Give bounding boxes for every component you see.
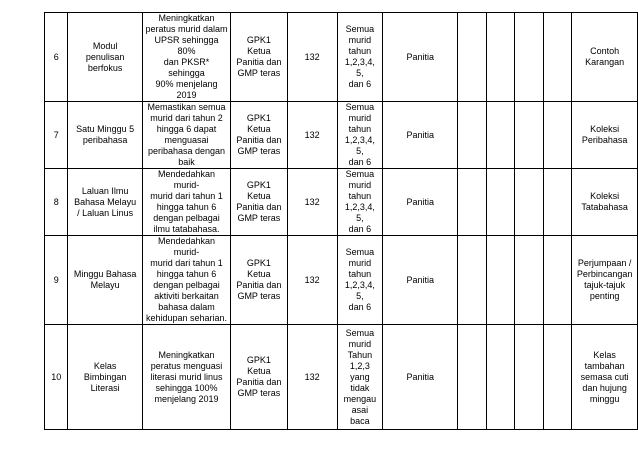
cell-target xyxy=(337,102,382,169)
cell-target xyxy=(337,236,382,325)
cell-objective-line: Meningkatkan xyxy=(158,349,215,360)
cell-target-line: dan 6 xyxy=(348,224,372,234)
cell-count: 132 xyxy=(287,325,337,430)
cell-remark-line: penting xyxy=(589,291,620,301)
cell-remark-line: semasa cuti xyxy=(580,371,629,382)
cell-objective-line: kehidupan seharian. xyxy=(145,313,228,323)
cell-target-line: 5, xyxy=(356,146,364,156)
cell-program-line: Minggu Bahasa xyxy=(73,269,137,279)
cell-program-line: Laluan Ilmu xyxy=(81,185,129,196)
cell-objective-line: sehingga 100% xyxy=(155,382,218,393)
cell-program-line: Modul xyxy=(92,40,118,51)
cell-empty xyxy=(458,102,486,169)
cell-person-in-charge-line: GMP teras xyxy=(237,68,281,78)
cell-program xyxy=(68,13,142,102)
cell-person-in-charge-line: GPK1 xyxy=(246,35,271,45)
cell-remark-line: Koleksi xyxy=(590,191,620,201)
cell-empty xyxy=(543,102,571,169)
cell-by: Panitia xyxy=(383,13,458,102)
cell-objective-line: dan PKSR* sehingga xyxy=(163,57,210,78)
cell-empty xyxy=(543,13,571,102)
cell-target-line: Semua xyxy=(345,102,375,112)
cell-program-line: Bimbingan xyxy=(83,371,127,382)
cell-target-line: Semua xyxy=(345,24,375,34)
cell-program xyxy=(68,325,142,430)
cell-objective xyxy=(142,13,230,102)
cell-empty xyxy=(515,325,543,430)
cell-program-line: Literasi xyxy=(90,382,120,393)
cell-objective-line: bahasa dalam xyxy=(158,302,215,312)
cell-target-line: 5, xyxy=(356,291,364,301)
cell-remark xyxy=(572,102,638,169)
cell-person-in-charge-line: GPK1 xyxy=(246,258,271,268)
cell-objective xyxy=(142,325,230,430)
cell-number: 10 xyxy=(45,325,68,430)
cell-objective-line: hingga 6 dapat xyxy=(156,124,217,134)
cell-program xyxy=(68,102,142,169)
table-row xyxy=(45,169,638,236)
cell-target-line: tahun xyxy=(348,46,372,56)
cell-person-in-charge xyxy=(231,13,287,102)
cell-empty xyxy=(486,169,514,236)
cell-objective-line: aktiviti berkaitan xyxy=(154,291,219,301)
cell-objective-line: dengan pelbagai xyxy=(153,213,220,223)
cell-person-in-charge-line: GPK1 xyxy=(246,355,271,365)
cell-target-line: murid xyxy=(348,180,372,190)
cell-count: 132 xyxy=(287,13,337,102)
cell-target-line: tidak xyxy=(350,382,370,393)
cell-target-line: murid xyxy=(348,35,372,45)
cell-number: 9 xyxy=(45,236,68,325)
cell-objective-line: murid dari tahun 1 xyxy=(150,258,223,268)
cell-target xyxy=(337,169,382,236)
cell-person-in-charge xyxy=(231,169,287,236)
cell-target-line: murid xyxy=(348,113,372,123)
cell-person-in-charge xyxy=(231,325,287,430)
cell-target-line: 1,2,3 xyxy=(349,360,370,371)
cell-person-in-charge-line: Ketua xyxy=(247,366,271,376)
cell-program-line: / Laluan Linus xyxy=(77,207,134,218)
cell-remark-line: dan hujung xyxy=(582,382,627,393)
cell-empty xyxy=(543,325,571,430)
cell-objective xyxy=(142,236,230,325)
cell-target-line: 1,2,3,4, xyxy=(344,135,375,145)
cell-person-in-charge-line: GMP teras xyxy=(237,388,281,398)
cell-remark-line: minggu xyxy=(589,393,620,404)
cell-target-line: dan 6 xyxy=(348,157,372,167)
cell-person-in-charge-line: GMP teras xyxy=(237,291,281,301)
program-table xyxy=(44,12,638,430)
cell-empty xyxy=(486,325,514,430)
cell-empty xyxy=(543,169,571,236)
cell-empty xyxy=(458,169,486,236)
cell-objective-line: murid dari tahun 2 xyxy=(150,113,223,123)
cell-objective-line: menjelang 2019 xyxy=(154,393,219,404)
cell-by: Panitia xyxy=(383,102,458,169)
cell-objective-line: murid dari tahun 1 xyxy=(150,191,223,201)
cell-person-in-charge-line: Panitia dan xyxy=(236,202,282,212)
cell-objective-line: ilmu tatabahasa. xyxy=(153,224,220,234)
cell-remark-line: Contoh xyxy=(590,46,620,56)
cell-person-in-charge-line: GPK1 xyxy=(246,113,271,123)
cell-empty xyxy=(515,169,543,236)
cell-remark xyxy=(572,325,638,430)
cell-remark-line: Perjumpaan / xyxy=(577,258,632,268)
cell-remark-line: Kelas xyxy=(593,349,616,360)
cell-objective-line: peratus menguasi xyxy=(150,360,223,371)
cell-person-in-charge xyxy=(231,236,287,325)
cell-remark-line: Koleksi xyxy=(590,124,620,134)
cell-target-line: tahun xyxy=(348,191,372,201)
cell-remark xyxy=(572,13,638,102)
cell-person-in-charge-line: Ketua xyxy=(247,124,271,134)
cell-target-line: asai xyxy=(351,404,369,415)
cell-person-in-charge-line: Ketua xyxy=(247,269,271,279)
cell-target-line: yang xyxy=(350,371,370,382)
cell-by: Panitia xyxy=(383,325,458,430)
cell-target-line: Tahun xyxy=(347,349,373,360)
cell-objective-line: Mendedahkan murid- xyxy=(157,169,216,190)
cell-objective xyxy=(142,102,230,169)
cell-target-line: Semua xyxy=(345,247,375,257)
cell-target-line: 5, xyxy=(356,68,364,78)
cell-program-line: Melayu xyxy=(90,280,120,290)
cell-program xyxy=(68,236,142,325)
cell-remark-line: Tatabahasa xyxy=(581,202,628,212)
cell-target xyxy=(337,325,382,430)
cell-program-line: Kelas xyxy=(93,360,117,371)
cell-remark xyxy=(572,169,638,236)
cell-target-line: murid xyxy=(348,258,372,268)
cell-target-line: dan 6 xyxy=(348,79,372,89)
cell-target-line: Semua xyxy=(345,327,375,338)
cell-target-line: tahun xyxy=(348,269,372,279)
cell-remark-line: tambahan xyxy=(584,360,625,371)
cell-by: Panitia xyxy=(383,169,458,236)
cell-empty xyxy=(515,102,543,169)
cell-objective xyxy=(142,169,230,236)
cell-program-line: Bahasa Melayu xyxy=(74,196,137,207)
table-row xyxy=(45,236,638,325)
cell-person-in-charge-line: Ketua xyxy=(247,46,271,56)
cell-person-in-charge xyxy=(231,102,287,169)
cell-objective-line: dengan pelbagai xyxy=(153,280,220,290)
cell-target xyxy=(337,13,382,102)
cell-target-line: murid xyxy=(348,338,372,349)
cell-empty xyxy=(486,13,514,102)
cell-empty xyxy=(515,13,543,102)
cell-person-in-charge-line: Panitia dan xyxy=(236,280,282,290)
cell-person-in-charge-line: GMP teras xyxy=(237,146,281,156)
cell-count: 132 xyxy=(287,102,337,169)
cell-objective-line: Memastikan semua xyxy=(147,102,226,112)
table-row xyxy=(45,325,638,430)
cell-empty xyxy=(486,236,514,325)
cell-person-in-charge-line: GPK1 xyxy=(246,180,271,190)
cell-person-in-charge-line: Ketua xyxy=(247,191,271,201)
cell-target-line: 1,2,3,4, xyxy=(344,280,375,290)
cell-remark-line: Perbincangan xyxy=(576,269,633,279)
cell-objective-line: baik xyxy=(178,157,195,167)
cell-objective-line: peratus murid dalam xyxy=(145,24,228,34)
cell-objective-line: menguasai xyxy=(164,135,209,145)
cell-target-line: 5, xyxy=(356,213,364,223)
cell-objective-line: Meningkatkan xyxy=(158,13,215,23)
cell-person-in-charge-line: Panitia dan xyxy=(236,377,282,387)
cell-remark-line: tajuk-tajuk xyxy=(584,280,626,290)
cell-target-line: 1,2,3,4, xyxy=(344,57,375,67)
cell-empty xyxy=(458,325,486,430)
cell-empty xyxy=(458,13,486,102)
cell-objective-line: 90% menjelang 2019 xyxy=(155,79,218,100)
cell-empty xyxy=(486,102,514,169)
cell-objective-line: UPSR sehingga 80% xyxy=(154,35,219,56)
cell-objective-line: hingga tahun 6 xyxy=(156,269,217,279)
table-row xyxy=(45,102,638,169)
cell-person-in-charge-line: Panitia dan xyxy=(236,135,282,145)
cell-remark-line: Karangan xyxy=(585,57,625,67)
cell-number: 8 xyxy=(45,169,68,236)
cell-count: 132 xyxy=(287,236,337,325)
cell-by: Panitia xyxy=(383,236,458,325)
table-row xyxy=(45,13,638,102)
cell-person-in-charge-line: GMP teras xyxy=(237,213,281,223)
cell-remark xyxy=(572,236,638,325)
cell-number: 6 xyxy=(45,13,68,102)
cell-empty xyxy=(515,236,543,325)
cell-remark-line: Peribahasa xyxy=(581,135,628,145)
cell-empty xyxy=(543,236,571,325)
cell-objective-line: hingga tahun 6 xyxy=(156,202,217,212)
cell-target-line: dan 6 xyxy=(348,302,372,312)
cell-target-line: Semua xyxy=(345,169,375,179)
cell-objective-line: peribahasa dengan xyxy=(147,146,226,156)
cell-target-line: baca xyxy=(350,415,370,426)
cell-target-line: 1,2,3,4, xyxy=(344,202,375,212)
cell-target-line: mengau xyxy=(343,393,377,404)
cell-program-line: penulisan xyxy=(85,51,125,62)
cell-count: 132 xyxy=(287,169,337,236)
cell-objective-line: literasi murid linus xyxy=(150,371,223,382)
cell-empty xyxy=(458,236,486,325)
cell-person-in-charge-line: Panitia dan xyxy=(236,57,282,67)
cell-program-line: berfokus xyxy=(87,62,123,73)
cell-program xyxy=(68,169,142,236)
cell-target-line: tahun xyxy=(348,124,372,134)
cell-program-line: peribahasa xyxy=(82,135,128,145)
cell-objective-line: Mendedahkan murid- xyxy=(157,236,216,257)
cell-number: 7 xyxy=(45,102,68,169)
cell-program-line: Satu Minggu 5 xyxy=(76,124,135,134)
